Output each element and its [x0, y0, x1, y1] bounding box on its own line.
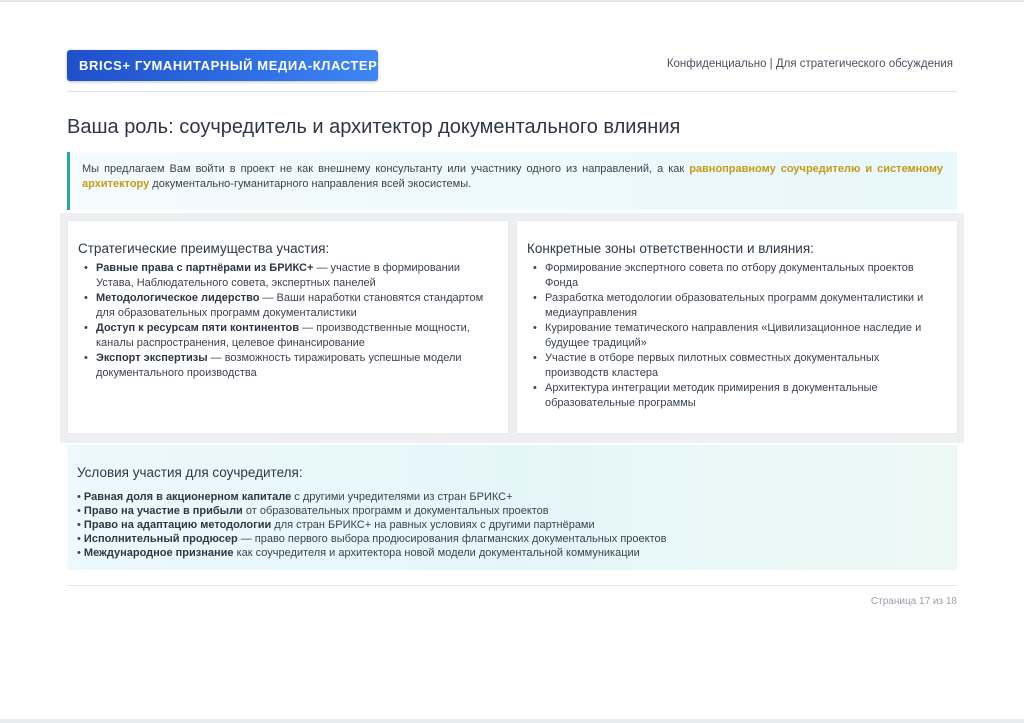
list-item: • Архитектура интеграции методик примирения в документальные образовательные программы [527, 381, 943, 410]
two-column-panel [60, 213, 964, 443]
advantages-heading: Стратегические преимущества участия: [78, 241, 330, 256]
list-item: • Курирование тематического направления «Цивилизационное наследие и будущее традиций» [527, 321, 943, 350]
header-divider [67, 91, 957, 92]
footer-divider [67, 585, 957, 586]
conditions-panel [67, 445, 957, 570]
list-item: • Право на адаптацию методологии для стран БРИКС+ на равных условиях с другими партнёрами [77, 518, 947, 532]
advantages-card [68, 221, 508, 433]
list-item: • Исполнительный продюсер — право первого выбора продюсирования флагманских документальных проектов [77, 532, 947, 546]
intro-highlight: равноправному соучредителю и системному архитектору [82, 163, 944, 190]
responsibilities-list [527, 261, 943, 410]
page-bottom-edge [0, 719, 1024, 723]
list-item: • Участие в отборе первых пилотных совместных документальных производств кластера [527, 351, 943, 380]
list-item: • Равная доля в акционерном капитале с другими учредителями из стран БРИКС+ [77, 490, 947, 504]
confidentiality-label: Конфиденциально | Для стратегического обсуждения [666, 58, 953, 70]
list-item: • Право на участие в прибыли от образовательных программ и документальных проектов [77, 504, 947, 518]
intro-text-end: документально-гуманитарного направления всей экосистемы. [149, 177, 472, 190]
conditions-heading: Условия участия для соучредителя: [77, 465, 303, 480]
list-item: • Формирование экспертного совета по отбору документальных проектов Фонда [527, 261, 943, 290]
responsibilities-card [517, 221, 957, 433]
list-item: • Экспорт экспертизы — возможность тиражировать успешные модели документального производства [78, 351, 496, 380]
responsibilities-heading: Конкретные зоны ответственности и влияния: [527, 241, 814, 256]
intro-callout [67, 152, 957, 210]
page-number: Страница 17 из 18 [870, 596, 957, 607]
list-item: • Равные права с партнёрами из БРИКС+ — участие в формировании Устава, Наблюдательного совета, экспертных панелей [78, 261, 496, 290]
list-item: • Доступ к ресурсам пяти континентов — производственные мощности, каналы распространения, целевое финансирование [78, 321, 496, 350]
list-item: • Методологическое лидерство — Ваши наработки становятся стандартом для образовательных программ документалистики [78, 291, 496, 320]
brand-badge: BRICS+ ГУМАНИТАРНЫЙ МЕДИА-КЛАСТЕР [67, 50, 378, 81]
advantages-list [78, 261, 496, 380]
list-item: • Международное признание как соучредителя и архитектора новой модели документальной коммуникации [77, 546, 947, 560]
conditions-list [77, 490, 947, 560]
list-item: • Разработка методологии образовательных программ документалистики и медиауправления [527, 291, 943, 320]
page-top-edge [0, 0, 1024, 2]
page-title: Ваша роль: соучредитель и архитектор документального влияния [67, 116, 681, 138]
intro-text-start: Мы предлагаем Вам войти в проект не как внешнему консультанту или участнику одного из направлений, а как [82, 163, 690, 175]
